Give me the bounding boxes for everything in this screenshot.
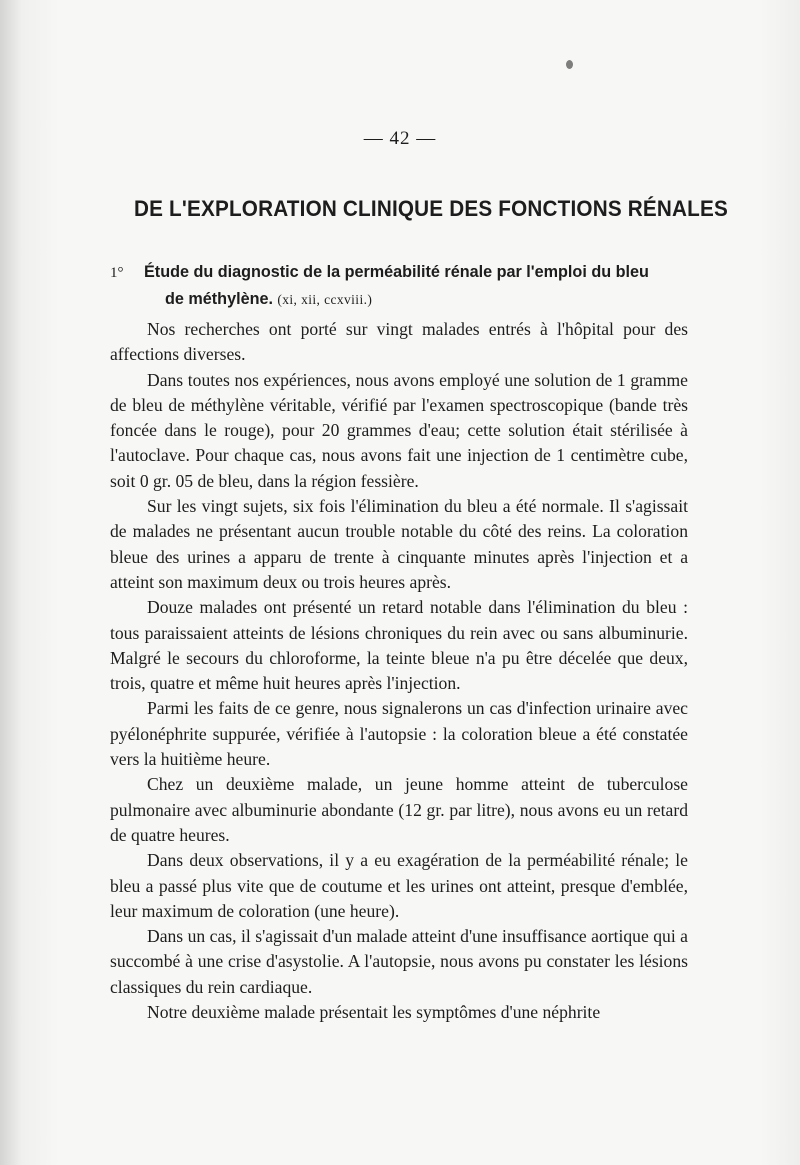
paragraph: Dans deux observations, il y a eu exagération de la perméabilité rénale; le bleu a passé plus vite que de coutume et les urines ont atteint, presque d'emblée, leur maximum de coloration (une heure). [110, 850, 688, 921]
binding-shadow [0, 0, 22, 1165]
paragraph: Sur les vingt sujets, six fois l'élimination du bleu a été normale. Il s'agissait de malades ne présentant aucun trouble notable du côté des reins. La coloration bleue des urines a apparu de trente à cinquante minutes après l'injection et a atteint son maximum deux ou trois heures après. [110, 496, 688, 592]
paragraph: Dans un cas, il s'agissait d'un malade atteint d'une insuffisance aortique qui a succombé à une crise d'asystolie. A l'autopsie, nous avons pu constater les lésions classiques du rein cardiaque. [110, 926, 688, 997]
chapter-title: DE L'EXPLORATION CLINIQUE DES FONCTIONS RÉNALES [134, 196, 728, 221]
paragraph: Douze malades ont présenté un retard notable dans l'élimination du bleu : tous paraissaient atteints de lésions chroniques du rein avec ou sans albuminurie. Malgré le secours du chloroforme, la teinte bleue n'a pu être décelée que deux, trois, quatre et même huit heures après l'injection. [110, 597, 688, 694]
paragraph: Chez un deuxième malade, un jeune homme atteint de tuberculose pulmonaire avec albuminurie abondante (12 gr. par litre), nous avons eu un retard de quatre heures. [110, 774, 688, 845]
section-heading [110, 259, 700, 312]
section-references: (xi, xii, ccxviii.) [277, 292, 373, 307]
section-heading-line2 [110, 286, 700, 312]
paragraph: Parmi les faits de ce genre, nous signalerons un cas d'infection urinaire avec pyélonéphrite suppurée, vérifiée à l'autopsie : la coloration bleue a été constatée vers la huitième heure. [110, 698, 688, 770]
paragraph: Notre deuxième malade présentait les symptômes d'une néphrite [147, 1002, 601, 1023]
section-heading-line1 [110, 259, 700, 286]
paragraph: Dans toutes nos expériences, nous avons employé une solution de 1 gramme de bleu de méthylène véritable, vérifié par l'examen spectroscopique (bande très foncée dans le rouge), pour 20 grammes d'eau; cette solution était stérilisée à l'autoclave. Pour chaque cas, nous avons fait une injection de 1 centimètre cube, soit 0 gr. 05 de bleu, dans la région fessière. [110, 369, 688, 491]
page-number: — 42 — [363, 128, 437, 149]
section-number: 1° [110, 265, 124, 281]
section-title-line2: de méthylène. [165, 290, 273, 308]
paragraph: Nos recherches ont porté sur vingt malades entrés à l'hôpital pour des affections diverses. [110, 319, 688, 365]
section-title-line1: Étude du diagnostic de la perméabilité rénale par l'emploi du bleu [144, 263, 649, 281]
body-text [110, 317, 688, 1025]
ink-speck [566, 60, 573, 69]
